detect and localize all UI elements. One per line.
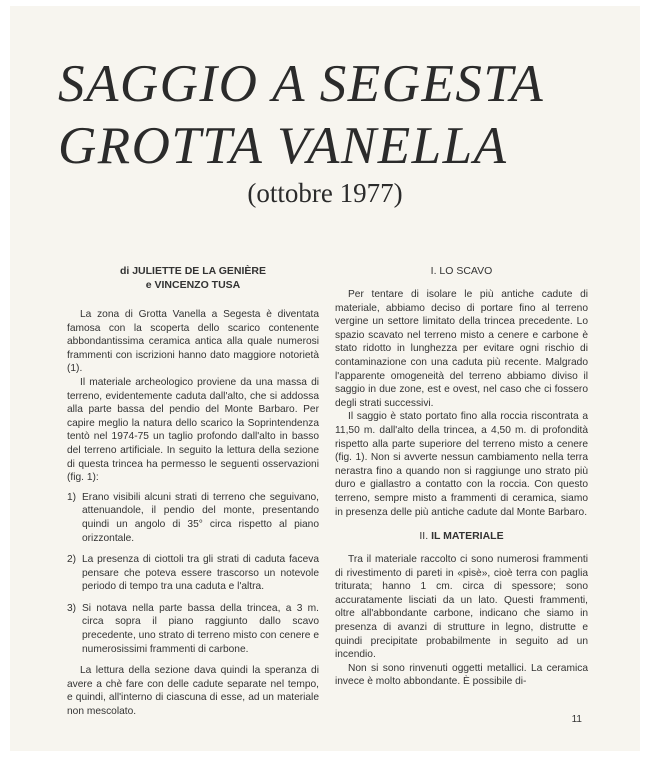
list-number: 3) (67, 602, 77, 614)
paragraph: Il materiale archeologico proviene da una massa di terreno, evidentemente caduta dall'alto, che si addossa alla parte bassa del pendio del Monte Barbaro. Per capire meglio la natura dello scarico la Soprintendenza tentò nel 1974-75 un taglio profondo dall'alto in basso del terreno artificiale. In seguito la lettura della sezione di questa trincea ha permesso le seguenti osservazioni (fig. 1): (67, 376, 319, 484)
author-line-2: e VINCENZO TUSA (145, 279, 241, 291)
list-text: La presenza di ciottoli tra gli strati di caduta faceva pensare che poteva essere trascorso un notevole periodo di tempo tra una caduta e l'altra. (82, 554, 319, 593)
paragraph: Tra il materiale raccolto ci sono numerosi frammenti di rivestimento di pareti in «pisè», cioè terra con paglia triturata; hanno 1 cm. circa di spessore; sono accuratamente lisciati da un lato. Questi frammenti, oltre all'abbondante carbone, indicano che siamo in presenza di avanzi di strutture in legno, distrutte e quindi precipitate probabilmente in seguito ad un incendio. (335, 554, 588, 661)
section-heading-scavo: I. LO SCAVO (430, 265, 493, 277)
list-text: Erano visibili alcuni strati di terreno che seguivano, attenuandole, il pendio del monte, presentando quindi un angolo di 35° circa rispetto al piano orizzontale. (82, 491, 319, 544)
list-item (67, 553, 319, 594)
list-item (67, 602, 319, 656)
document-page (10, 6, 640, 751)
paragraph: Per tentare di isolare le più antiche cadute di materiale, abbiamo deciso di portare fino al terreno vergine un settore limitato della trincea precedente. Lo spazio scavato nel terreno misto a cenere e carbone è stato ridotto in lunghezza per evitare ogni rischio di contaminazione con una caduta più recente. Malgrado l'apparente omogeneità del terreno abbiamo diviso il saggio in due zone, est e ovest, nel caso che ci fossero degli strati successivi. (335, 289, 588, 409)
title-line-2: GROTTA VANELLA (58, 117, 508, 175)
list-item (67, 491, 319, 545)
right-column (335, 264, 588, 689)
author-line-1: di JULIETTE DE LA GENIÈRE (119, 265, 267, 277)
left-column (67, 264, 319, 719)
subtitle: (ottobre 1977) (247, 178, 403, 208)
section-title: IL MATERIALE (431, 530, 504, 543)
list-number: 1) (67, 491, 77, 503)
section-heading-materiale (335, 529, 588, 543)
paragraph: Il saggio è stato portato fino alla roccia riscontrata a 11,50 m. dall'alto della trincea, a 4,50 m. di profondità rispetto alla parte superiore del terreno misto a cenere (fig. 1). Non si avverte nessun cambiamento nella terra nerastra fino a quando non si raggiunge uno strato più duro e giallastro a contatto con la roccia. Con questo terreno, sempre misto a frammenti di ceramica, siamo in presenza delle più antiche cadute dal Monte Barbaro. (335, 411, 588, 518)
paragraph: La zona di Grotta Vanella a Segesta è diventata famosa con la scoperta dello scarico contenente abbondantissima ceramica antica alla quale numerosi frammenti con iscrizioni hanno dato maggiore notorietà (1). (67, 309, 319, 375)
page-number: 11 (571, 714, 582, 725)
paragraph: Non si sono rinvenuti oggetti metallici. La ceramica invece è molto abbondante. È possibile di- (335, 662, 588, 688)
paragraph: La lettura della sezione dava quindi la speranza di avere a chè fare con delle cadute separate nel tempo, e quindi, all'interno di ciascuna di esse, ad un materiale non mescolato. (67, 665, 319, 718)
observation-list (67, 491, 319, 657)
section-number: II. (419, 530, 429, 543)
list-number: 2) (67, 554, 77, 566)
title-line-1: SAGGIO A SEGESTA (58, 55, 545, 113)
list-text: Si notava nella parte bassa della trincea, a 3 m. circa sopra il piano raggiunto dallo scavo precedente, uno strato di terreno misto con cenere e numerosissimi frammenti di carbone. (82, 602, 319, 655)
